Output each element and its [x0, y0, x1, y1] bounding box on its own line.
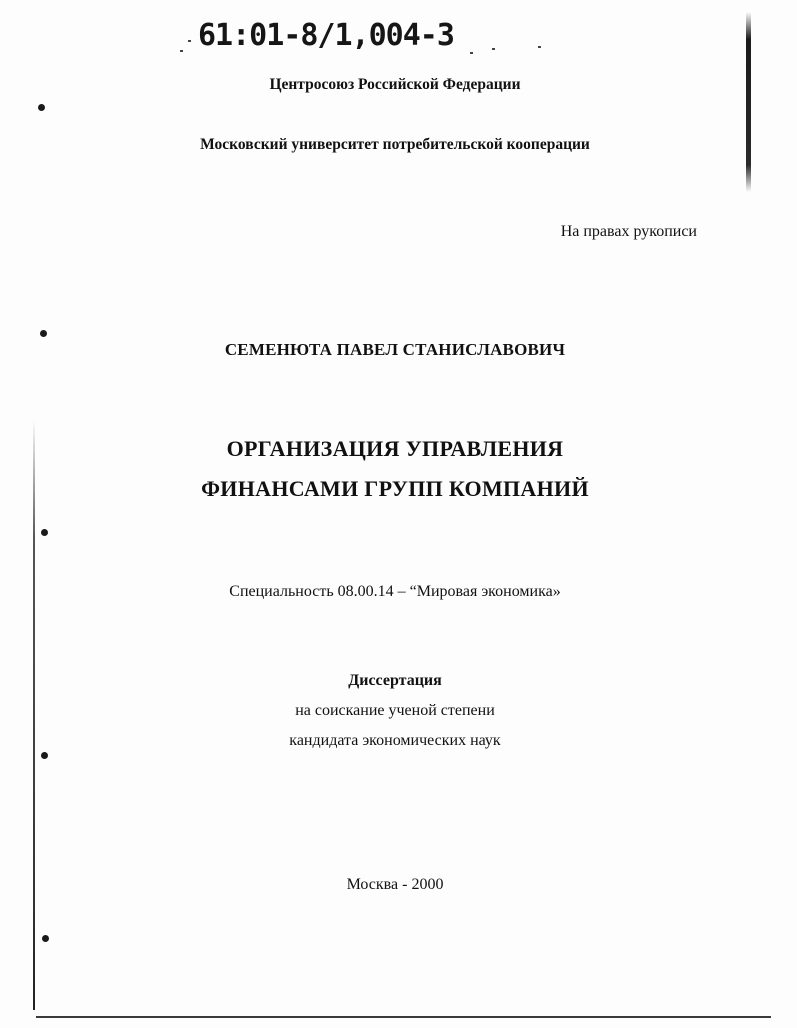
scan-speck: [188, 40, 191, 42]
binder-hole-mark: [42, 935, 49, 942]
scan-speck: [538, 46, 541, 48]
scan-edge-bottom: [36, 1016, 771, 1018]
binder-hole-mark: [41, 529, 48, 536]
degree-line-1: на соискание ученой степени: [295, 702, 495, 719]
dissertation-title-line-2: ФИНАНСАМИ ГРУПП КОМПАНИЙ: [201, 476, 589, 501]
binder-hole-mark: [40, 330, 47, 337]
dissertation-title-line-1: ОРГАНИЗАЦИЯ УПРАВЛЕНИЯ: [226, 436, 564, 461]
scan-speck: [492, 48, 495, 50]
author-name: СЕМЕНЮТА ПАВЕЛ СТАНИСЛАВОВИЧ: [224, 340, 566, 359]
work-type-heading: Диссертация: [348, 672, 442, 689]
specialty-line: Специальность 08.00.14 – “Мировая экономика»: [229, 583, 561, 600]
scan-speck: [470, 52, 473, 54]
city-year: Москва - 2000: [346, 876, 444, 893]
scan-edge-right: [746, 12, 751, 192]
binder-hole-mark: [38, 104, 45, 111]
binder-hole-mark: [41, 752, 48, 759]
archive-stamp-code: 61:01-8/1,004-3: [198, 18, 454, 53]
scan-edge-left: [33, 420, 35, 1010]
university-name: Московский университет потребительской кооперации: [200, 136, 590, 153]
manuscript-rights-note: На правах рукописи: [560, 223, 697, 240]
organization-name: Центросоюз Российской Федерации: [269, 76, 521, 93]
scan-speck: [180, 50, 183, 52]
degree-line-2: кандидата экономических наук: [289, 732, 501, 749]
